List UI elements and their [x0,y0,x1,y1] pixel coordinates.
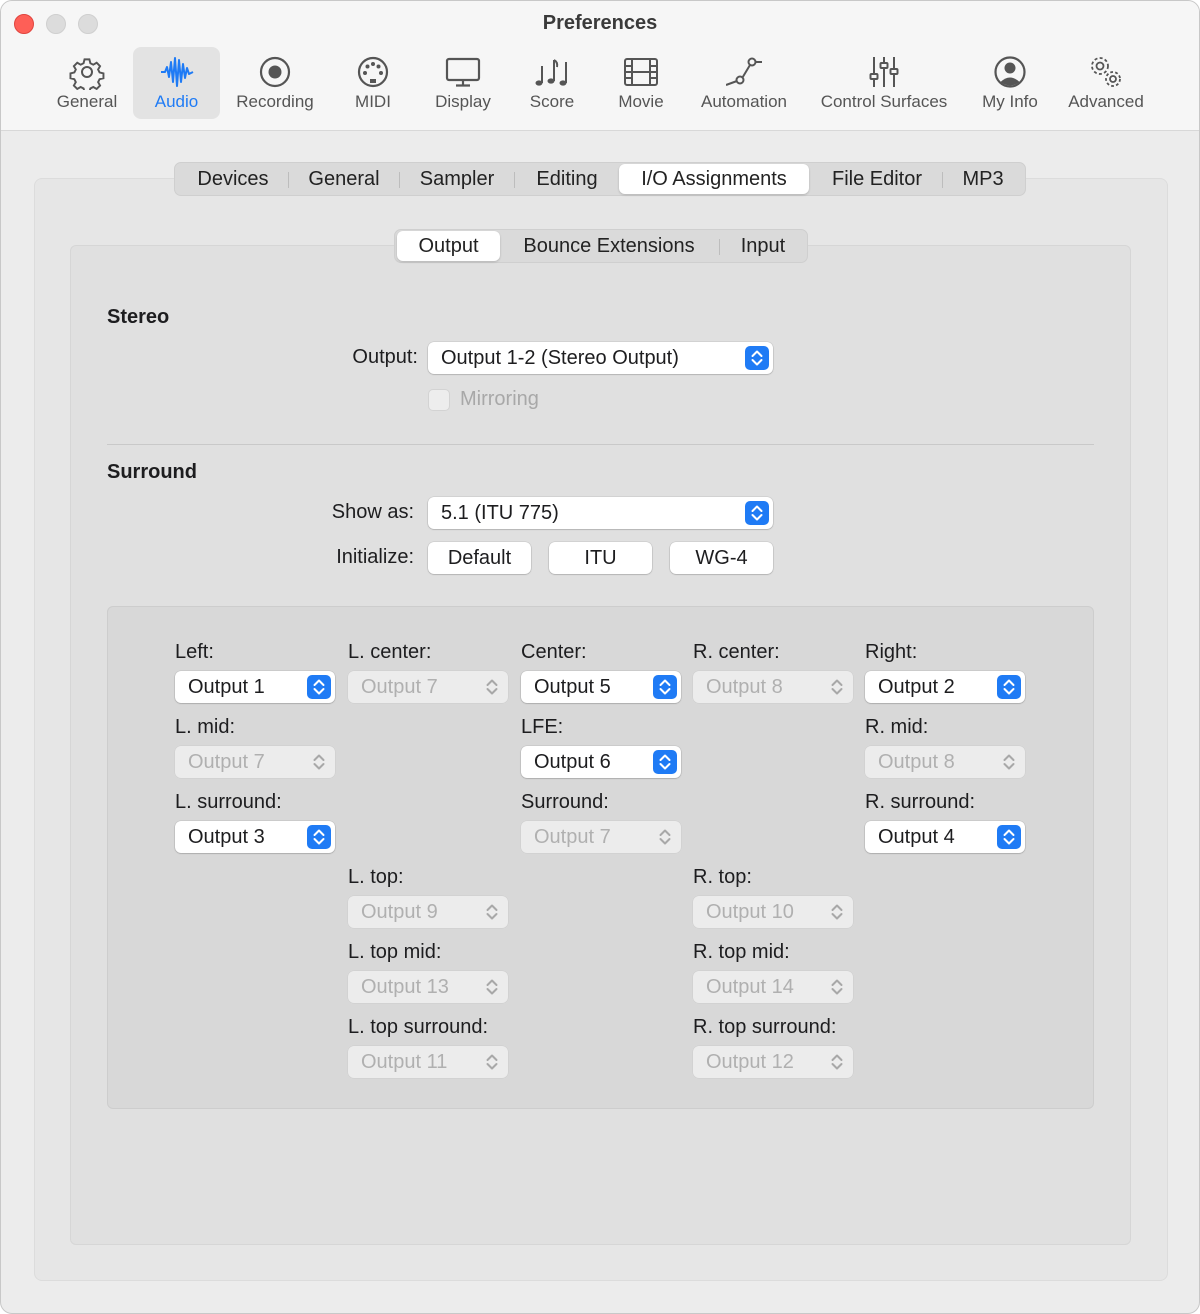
chevron-updown-icon [653,750,677,774]
tab-io-assignments[interactable]: I/O Assignments [619,164,809,194]
initialize-label: Initialize: [336,546,414,568]
monitor-icon [445,54,481,90]
toolbar-midi-label: MIDI [355,92,391,111]
show-as-value: 5.1 (ITU 775) [441,502,559,524]
show-as-select[interactable] [428,497,773,529]
toolbar-control-surfaces[interactable] [809,47,959,119]
channel-label-left: Left: [175,641,214,663]
channel-value-right: Output 2 [878,676,955,698]
chevron-updown-icon [480,1050,504,1074]
channel-value-r-mid: Output 8 [878,751,955,773]
toolbar-score-label: Score [529,92,575,111]
tab-mp3[interactable]: MP3 [962,168,1004,190]
toolbar-midi[interactable] [341,47,405,119]
tab-bounce-extensions[interactable]: Bounce Extensions [523,235,695,257]
channel-label-r-center: R. center: [693,641,780,663]
channel-value-l-mid: Output 7 [188,751,265,773]
toolbar-audio-label: Audio [154,92,199,111]
channel-select-r-top-mid [693,971,853,1003]
audio-tabs [174,162,1026,196]
channel-select-r-surround[interactable] [865,821,1025,853]
channel-label-r-surround: R. surround: [865,791,976,813]
stereo-output-select[interactable] [428,342,773,374]
channel-value-l-top-mid: Output 13 [361,976,449,998]
channel-label-r-top: R. top: [693,866,752,888]
chevron-updown-icon [307,675,331,699]
channel-label-l-surround: L. surround: [175,791,282,813]
waveform-icon [159,54,195,90]
tab-output[interactable]: Output [397,231,500,261]
film-icon [623,54,659,90]
mirroring-label: Mirroring [460,388,539,410]
tab-separator [942,172,943,188]
chevron-updown-icon [653,825,677,849]
show-as-label: Show as: [331,501,414,523]
channel-value-r-top-surround: Output 12 [706,1051,794,1073]
channel-label-l-mid: L. mid: [175,716,236,738]
chevron-updown-icon [307,750,331,774]
channel-label-r-top-surround: R. top surround: [693,1016,837,1038]
channel-value-l-surround: Output 3 [188,826,265,848]
initialize-itu-button[interactable]: ITU [549,542,652,574]
toolbar-recording[interactable] [227,47,323,119]
channel-value-r-top-mid: Output 14 [706,976,794,998]
channel-select-l-top [348,896,508,928]
channel-select-l-mid [175,746,335,778]
stereo-output-label: Output: [352,346,418,368]
person-icon [992,54,1028,90]
channel-value-r-center: Output 8 [706,676,783,698]
channel-select-left[interactable] [175,671,335,703]
channel-label-l-top: L. top: [348,866,404,888]
window-title: Preferences [542,12,658,34]
chevron-updown-icon [653,675,677,699]
tab-devices[interactable]: Devices [197,168,269,190]
toolbar-advanced[interactable] [1059,47,1153,119]
initialize-default-button[interactable]: Default [428,542,531,574]
channel-value-left: Output 1 [188,676,265,698]
initialize-wg4-button[interactable]: WG-4 [670,542,773,574]
toolbar-movie[interactable] [609,47,673,119]
toolbar-display-label: Display [435,92,491,111]
channel-value-l-top-surround: Output 11 [361,1051,448,1073]
channel-label-r-top-mid: R. top mid: [693,941,790,963]
chevron-updown-icon [825,900,849,924]
record-icon [257,54,293,90]
channel-value-lfe: Output 6 [534,751,611,773]
channel-value-r-top: Output 10 [706,901,794,923]
channel-value-l-center: Output 7 [361,676,438,698]
toolbar-audio[interactable] [133,47,220,119]
chevron-updown-icon [997,675,1021,699]
channel-select-surround [521,821,681,853]
toolbar-general-label: General [56,92,118,111]
gears-icon [1088,54,1124,90]
toolbar-my-info[interactable] [973,47,1047,119]
channel-value-l-top: Output 9 [361,901,438,923]
chevron-updown-icon [825,1050,849,1074]
toolbar-movie-label: Movie [618,92,664,111]
channel-label-l-top-surround: L. top surround: [348,1016,489,1038]
channel-label-l-center: L. center: [348,641,432,663]
gear-icon [69,54,105,90]
toolbar-automation[interactable] [691,47,797,119]
section-divider [107,444,1094,445]
tab-file-editor[interactable]: File Editor [831,168,923,190]
stereo-section-title: Stereo [107,306,170,328]
titlebar [1,1,1199,131]
midi-connector-icon [355,54,391,90]
surround-section-title: Surround [107,461,197,483]
channel-select-l-top-mid [348,971,508,1003]
channel-value-center: Output 5 [534,676,611,698]
toolbar-display[interactable] [425,47,501,119]
tab-separator [288,172,289,188]
toolbar-general[interactable] [51,47,123,119]
io-tabs [394,229,808,263]
chevron-updown-icon [745,501,769,525]
chevron-updown-icon [825,675,849,699]
channel-select-center[interactable] [521,671,681,703]
channel-select-l-center [348,671,508,703]
channel-value-surround: Output 7 [534,826,611,848]
chevron-updown-icon [997,750,1021,774]
chevron-updown-icon [745,346,769,370]
chevron-updown-icon [480,900,504,924]
channel-select-r-mid [865,746,1025,778]
chevron-updown-icon [825,975,849,999]
channel-select-r-center [693,671,853,703]
music-notes-icon [534,54,570,90]
toolbar-control-surfaces-label: Control Surfaces [820,92,948,111]
mirroring-checkbox[interactable] [428,389,450,411]
channel-label-surround: Surround: [521,791,609,813]
channel-select-l-top-surround [348,1046,508,1078]
channel-select-r-top [693,896,853,928]
toolbar-score[interactable] [519,47,585,119]
tab-sampler[interactable]: Sampler [419,168,495,190]
channel-select-lfe[interactable] [521,746,681,778]
toolbar-automation-label: Automation [701,92,787,111]
channel-select-l-surround[interactable] [175,821,335,853]
channel-label-right: Right: [865,641,918,663]
toolbar-recording-label: Recording [236,92,314,111]
sliders-icon [866,54,902,90]
automation-curve-icon [726,54,762,90]
channel-label-center: Center: [521,641,587,663]
toolbar-my-info-label: My Info [982,92,1038,111]
channel-label-r-mid: R. mid: [865,716,929,738]
toolbar-advanced-label: Advanced [1068,92,1144,111]
tab-editing[interactable]: Editing [536,168,598,190]
tab-separator [399,172,400,188]
tab-separator [719,239,720,255]
channel-label-lfe: LFE: [521,716,564,738]
tab-input[interactable]: Input [740,235,786,257]
tab-separator [514,172,515,188]
stereo-output-value: Output 1-2 (Stereo Output) [441,347,679,369]
channel-select-right[interactable] [865,671,1025,703]
tab-general[interactable]: General [308,168,380,190]
chevron-updown-icon [997,825,1021,849]
chevron-updown-icon [480,975,504,999]
channel-value-r-surround: Output 4 [878,826,955,848]
chevron-updown-icon [307,825,331,849]
channel-label-l-top-mid: L. top mid: [348,941,442,963]
channel-select-r-top-surround [693,1046,853,1078]
chevron-updown-icon [480,675,504,699]
